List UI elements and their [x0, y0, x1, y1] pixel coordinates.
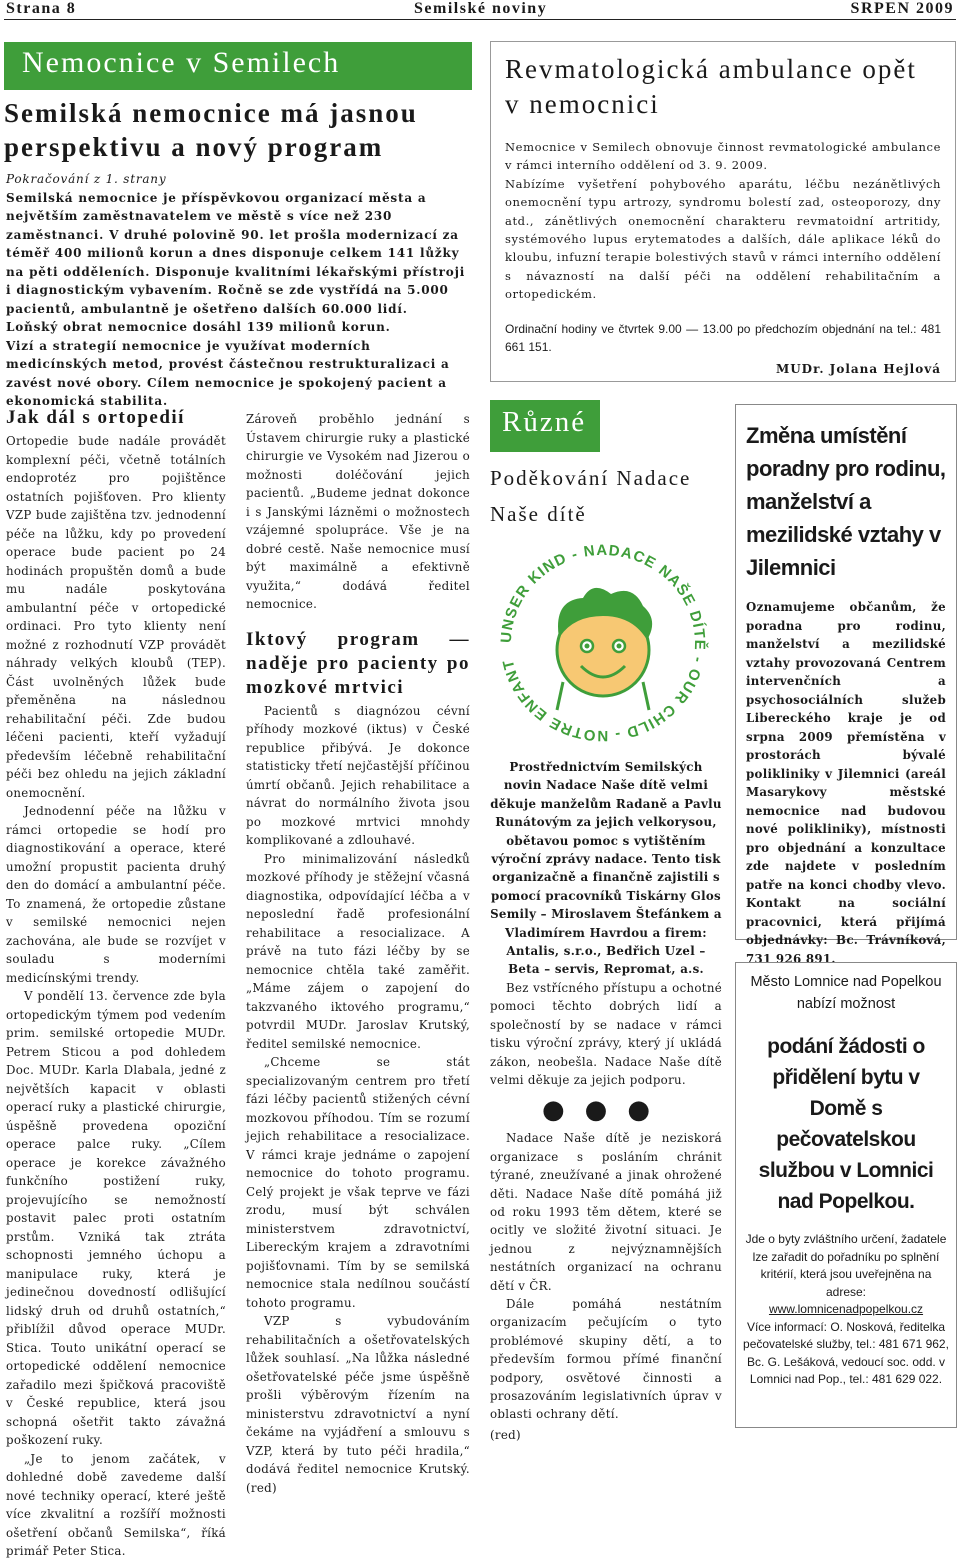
article-paragraph: „Je to jenom začátek, v dohledné době zavedeme další nové techniky operací, které ještě více zkvalitní a rozšíří možnosti ošetření občanů Semilska“, říká primář Peter Stica. [6, 1451, 226, 1558]
article-paragraph: VZP s vybudováním rehabilitačních a ošetřovatelských lůžek souhlasí. „Na lůžka následné ošetřovatelské péče jsme úspěšně prošli výběrovým řízením na ministerstvu zdravotnictví a nyní čekáme na vyjádření a smlouvu s VZP, která by tuto péči hradila,“ dodává ředitel nemocnice Krutský. (red) [246, 1314, 470, 1495]
lead-article [6, 96, 472, 411]
lead-paragraph: Vizí a strategií nemocnice je využívat moderních medicínských metod, provést částečnou restrukturalizaci a zavést nové obory. Cílem nemocnice je spokojený pacient a ekonomická stabilita. [6, 338, 450, 408]
counseling-title: Změna umístění poradny pro rodinu, manželství a mezilidské vztahy v Jilemnici [746, 423, 946, 580]
article-paragraph: V pondělí 13. července zde byla ortopedickým týmem pod vedením prim. semilské ortopedie MUDr. Petrem Sticou a pod dohledem Doc. MUDr. Karla Dlabala, jedné z největších kapacit v oblasti operací ruky a plastické chirurgie, úspěšně provedena opoziční operace palce ruky. „Cílem operace je korekce závažného funkčního postižení ruky, projevujícího se nemožností postavit palec proti ostatním prstům. Vzniká tak ztráta schopnosti jemného úchopu a manipulace ruky, která je jedinečnou dovedností odlišující lidský druh od druhů ostatních,“ přiblížil důvod operace MUDr. Stica. Touto unikátní operací se ortopedické oddělení nemocnice zařadilo mezi špičková pracoviště v České republice, která jsou schopná ošetřit takto závažná poškození ruky. [6, 989, 226, 1447]
separator-dots: ●●● [541, 1095, 671, 1126]
newspaper-name: Semilské noviny [414, 0, 548, 17]
signature: MUDr. Jolana Hejlová [775, 361, 941, 376]
rheumatology-intro: Nemocnice v Semilech obnovuje činnost revmatologické ambulance v rámci interního oddělení od 3. 9. 2009. [505, 140, 941, 173]
page-number: Strana 8 [6, 0, 77, 17]
thanks-text: Prostřednictvím Semilských novin Nadace Naše dítě velmi děkuje manželům Radaně a Pavlu Runátovým za jejich velkorysou, obětavou pomoc s vytištěním výroční zprávy nadace. Tento tisk organizačně a finančně zajistili s pomocí pracovníků Tiskárny Glos Semily – Miroslavem Štefánkem a Vladimírem Havrdou a firem: Antalis, s.r.o., Bedřich Uzel – Beta – servis, Repromat, a.s. [490, 760, 722, 977]
article-paragraph: Ortopedie bude nadále provádět komplexní péči, včetně totálních endoprotéz pro pojištěnce ostatních pojišťoven. Pro klienty VZP bude zajištěna tzv. jednodenní péče na lůžku, kdy po provedení operace bude pacient po 24 hodinách propuštěn domů a bude mu nadále poskytována ambulantní péče v ortopedické ordinaci. Pro tyto klienty není možné z rozhodnutí VZP provádět náhrady velkých kloubů (TEP). Část uvolněných lůžek bude přeměněna na následnou rehabilitační péči. Zde budou léčeni pacienti, kteří vyžadují především léčebně rehabilitační péči bez ohledu na jejich základní onemocnění. [6, 434, 226, 800]
lomnice-headline: podání žádosti o přidělení bytu v Domě s pečovatelskou službou v Lomnici nad Popelkou. [758, 1035, 934, 1213]
section-title: Nemocnice v Semilech [22, 46, 341, 79]
foundation-info: Dále pomáhá nestátním organizacím pečujícím o tyto problémové skupiny dětí, a to především formou přímé finanční podpory, osvětové činnosti a prosazováním legislativních úprav v oblasti ochrany dětí. [490, 1296, 722, 1422]
article-paragraph: Jednodenní péče na lůžku v rámci ortopedie se hodí pro diagnostikování a operace, které umožní propustit pacienta druhý den do domácí a ambulantní péče. To znamená, že ortopedie zůstane v semilské nemocnici nejen zachována, ale bude se rozvíjet v souladu s moderními medicínskými trendy. [6, 804, 226, 985]
office-hours: Ordinační hodiny ve čtvrtek 9.00 — 13.00 po předchozím objednání na tel.: 481 661 151. [505, 321, 941, 354]
lomnice-contacts: Více informací: O. Nosková, ředitelka pečovatelské služby, tel.: 481 671 962, Bc. G. Lešáková, vedoucí soc. odd. v Lomnici nad Pop., tel.: 481 629 022. [743, 1319, 949, 1386]
orthopedics-title: Jak dál s ortopedií [6, 407, 185, 428]
rheumatology-title: Revmatologická ambulance opět v nemocnici [505, 54, 917, 119]
page-header [4, 0, 956, 20]
lomnice-housing-box [735, 962, 957, 1428]
lomnice-info: Jde o byty zvláštního určení, žadatele lze zařadit do pořadníku po splnění kritérií, která jsou uveřejněna na adrese: [745, 1232, 947, 1299]
child-face-icon [557, 588, 652, 710]
issue-date: SRPEN 2009 [850, 0, 954, 17]
lomnice-intro: Město Lomnice nad Popelkou nabízí možnost [750, 974, 942, 1012]
continued-note: Pokračování z 1. strany [6, 172, 167, 186]
credit: (red) [490, 1427, 521, 1442]
article-paragraph: „Chceme se stát specializovaným centrem pro třetí fázi léčby pacientů stižených cévní mozkovou příhodou. Tím se rozumí jejich rehabilitace a resocializace. V rámci kraje jednáme o zapojení nemocnice do tohoto programu. Celý projekt je však teprve ve fázi zrodu, musí být schválen ministerstvem zdravotnictví, Libereckým krajem a zdravotními pojišťovnami. Tím by se semilská nemocnice stala nedílnou součástí tohoto programu. [246, 1055, 470, 1310]
lomnice-url-link[interactable]: www.lomnicenadpopelkou.cz [768, 1302, 924, 1316]
counseling-box [735, 404, 957, 966]
misc-tag: Různé [490, 400, 600, 452]
second-column [246, 410, 470, 1497]
article-paragraph: Pro minimalizování následků mozkové příhody je stěžejní včasná diagnostika, odpovídající léčba a v neposlední řadě profesionální rehabilitace a resocializace. A právě na tuto fázi léčby by se nemocnice chtěla také zaměřit. „Máme zájem o zapojení do takzvaného iktového programu,“ potvrdil MUDr. Jaroslav Krutský, ředitel semilské nemocnice. [246, 851, 470, 1051]
rheumatology-text: Nabízíme vyšetření pohybového aparátu, léčbu nezánětlivých onemocnění typu artrozy, syndromu bolestí zad, osteoporozy, dny atd., zánětlivých onemocnění charakteru revmatoidní artritidy, systémového lupus erytematodes a dalších, dále aplikace léků do kloubu, infuzní terapie bolestivých stavů v rámci interního oddělení s návazností na další péči na oddělení rehabilitačním a ortopedickém. [505, 176, 941, 302]
lead-paragraph: Loňský obrat nemocnice dosáhl 139 milionů korun. [6, 320, 391, 334]
stroke-program-title: Iktový program — naděje pro pacienty po mozkové mrtvici [246, 628, 470, 698]
foundation-info: Nadace Naše dítě je neziskorá organizace s posláním chránit týrané, zneužívané a jinak ohrožené děti. Nadace Naše dítě pomáhá již od roku 1993 těm dětem, které se ocitly ve složité životní situaci. Je jednou z nejvýznamnějších nestátních organizací na ochranu dětí v ČR. [490, 1131, 722, 1293]
orthopedics-article [6, 406, 226, 1561]
article-paragraph: Zároveň proběhlo jednání s Ústavem chirurgie ruky a plastické chirurgie ve Vysokém nad Jizerou o možnosti doléčování jejich pacientů. „Budeme jednat dokonce i s Janskými lázněmi o možnostech vzájemné spolupráce. Vše je na dobré cestě. Naše nemocnice musí být maximálně a efektivně využita,“ dodává ředitel nemocnice. [246, 412, 470, 611]
article-paragraph: Pacientů s diagnózou cévní příhody mozkové (iktus) v České republice přibývá. Je dokonce statisticky třetí nejčastější příčinou úmrtí občanů. Jejich rehabilitace a návrat do normálního života jsou po mozkové mrtvici mnohdy komplikované a zdlouhavé. [246, 703, 470, 847]
rheumatology-box [490, 41, 956, 382]
thanks-text: Bez vstřícného přístupu a ochotné pomoci těchto dobrých lidí a společností by se nadace v rámci tisku výroční zprávy, který jí ukládá zákon, neobešla. Nadace Naše dítě velmi děkuje za jejich podporu. [490, 980, 722, 1087]
foundation-logo [488, 538, 718, 748]
thanks-title: Poděkování Nadace Naše dítě [490, 466, 692, 526]
misc-section [490, 400, 722, 1444]
section-banner [4, 42, 472, 90]
counseling-text: Oznamujeme občanům, že poradna pro rodinu, manželství a mezilidské vztahy provozovaná Centrem intervenčních a psychosociálních služeb Libereckého kraje je od srpna 2009 přemístěna v prostorách bývalé polikliniky v Jilemnici (areál Masarykovy městské nemocnice nad budovou nové polikliniky), místnosti pro objednání a konzultace zde najdete v posledním patře na konci chodby vlevo. Kontakt na sociální pracovnici, která přijímá objednávky: Bc. Trávníková, 731 926 891. [746, 600, 946, 966]
lead-headline: Semilská nemocnice má jasnou perspektivu a nový program [4, 98, 418, 162]
logo-ring-text: UNSER KIND - NADACE NAŠE DÍTĚ - OUR CHILD - NOTRE ENFANT [497, 541, 709, 745]
lead-paragraph: Semilská nemocnice je příspěvkovou organizací města a největším zaměstnavatelem ve městě s více než 230 zaměstnanci. V druhé polovině 90. let prošla modernizací za téměř 400 milionů korun a dnes disponuje celkem 141 lůžky na pěti odděleních. Disponuje kvalitními lékařskými přístroji i diagnostickým vybavením. Ročně se zde vystřídá na 5.000 pacientů, ambulantně je ošetřeno dalších 60.000 lidí. [6, 190, 466, 316]
